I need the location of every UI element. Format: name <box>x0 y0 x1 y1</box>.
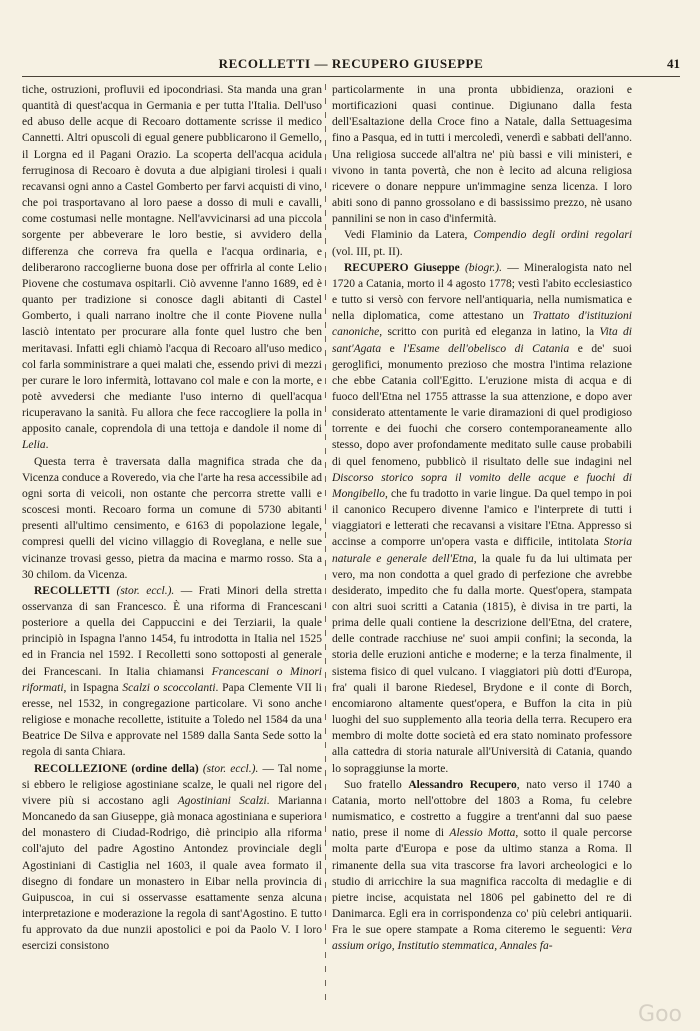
entry-recupero-giuseppe <box>332 260 632 777</box>
entry-text: , scritto con purità ed eleganza in latino, la <box>379 326 595 339</box>
italic-term: Lelia <box>22 439 46 452</box>
running-title: RECOLLETTI — RECUPERO GIUSEPPE <box>218 56 484 71</box>
entry-text: , sotto il quale percorse molta parte d'Europa e pose da ultimo stanza a Roma. Il rimanente della sua vita trascorse fra lavori archeologici e lo studio di arricchire la sua magnifica raccolta di medaglie e di pietre incise, acquistata nel 1806 pel gabinetto del re di Danimarca. Egli era in corrispondenza co' più celebri antiquarii. Fra le sue opere stampate a Roma citeremo le seguenti: <box>332 827 632 937</box>
entry-headword: RECOLLEZIONE (ordine della) <box>34 762 199 775</box>
italic-term: Francescani o Minori riformati <box>22 665 323 694</box>
entry-text: , nato verso il 1740 a Catania, morto nell'ottobre del 1803 a Roma, fu celebre numismatico, e costretto a fuggire a trent'anni dal suo paese natio, prese il nome di <box>332 778 632 840</box>
italic-title: Vita di sant'Agata <box>332 326 632 355</box>
paragraph-recollezione-continued: particolarmente in una pronta ubbidienza, orazioni e mortificazioni quasi continue. Digiunano dalla festa dell'Esaltazione della Croce fino a Natale, dalla Settuagesima fino a Pasqua, ed in tutti i mercoledì, venerdì e sabbati dell'anno. Una religiosa succede all'altra ne' più bassi e vili ministeri, e vivono in tanta povertà, che non è lecito ad alcuna religiosa ricevere o donare neppure un'immagine senza licenza. I loro abiti sono di panno grossolano e di bassissimo prezzo, nè usano pannilini se non in caso d'infermità. <box>332 84 632 226</box>
reference-text: (vol. III, pt. II). <box>332 245 403 258</box>
page-number: 41 <box>667 56 680 71</box>
left-column <box>22 82 322 954</box>
paragraph-alessandro-recupero <box>332 777 632 955</box>
entry-headword: Alessandro Recupero <box>408 778 517 791</box>
entry-text: . Papa Clemente VII li eresse, nel 1532, in congregazione particolare. Vi sono anche religiose e monache recollette, istituite a Toledo nel 1584 da una Beatrice De Silva e approvate nel 1589 dalla Santa Sede sotto la regola di santa Chiara. <box>22 681 323 759</box>
italic-title: Vera assium origo, Institutio stemmatica, Annales fa- <box>332 924 632 953</box>
header-rule <box>22 76 680 77</box>
italic-term: Scalzi o scoccolanti <box>122 681 216 694</box>
paragraph-text: tiche, ostruzioni, profluvii ed ipocondriasi. Sta manda una gran quantità di quest'acqua in Germania e per tutta l'Italia. Dell'uso ed abuso delle acque di Recoaro dottamente scrisse il medico Cannetti. Altri opuscoli di egual genere pubblicarono il Gemello, il Lorgna ed il Pagani Orazio. La scoperta dell'acqua acidula ferruginosa di Recoaro è dovuta a due alpigiani tirolesi i quali recavansi ogni anno a Castel Gomberto per farvi acquisti di vino, che poi trasportavano al loro paese a dosso di muli e cavalli, come costumasi nelle montagne. Nell'avvicinarsi ad una piccola sorgente per abbeverare le loro bestie, si avvidero della differenza che correva fra quella e l'acqua ordinaria, e deliberarono raccoglierne buona dose per offrirla al conte Lelio Piovene che costumava ospitarli. Ciò avvenne l'anno 1689, ed è quanto per tradizione si conosce dagli abitanti di Castel Gomberto, i quali narrano inoltre che il conte Piovene nulla lasciò intentato per procurare alla fonte quel lustro che ben meritavasi. Infatti egli chiamò l'acqua di Recoaro all'uso medico col farla somministrare a quei malati che, essendo privi di mezzi per curare le loro infermità, lottavano col male e con la morte, e potè avvedersi che mediante l'uso interno di quell'acqua ricuperavano la sanità. Fu allora che fece raccogliere la polla in apposito canale, coprendola di una tettoja e dandole il nome di <box>22 84 322 436</box>
entry-recollezione <box>22 761 322 955</box>
running-header <box>22 52 680 74</box>
column-divider <box>325 84 326 1004</box>
italic-title: l'Esame dell'obelisco di Catania <box>403 342 570 355</box>
right-column <box>332 82 632 954</box>
paragraph-recoaro-geography: Questa terra è traversata dalla magnifica strada che da Vicenza conduce a Roveredo, via che l'arte ha resa accessibile ad ogni sorta di veicoli, non ostante che percorra strette valli e scoscesi monti. Recoaro forma un comune di 5730 abitanti presenti all'ultimo censimento, e 6163 di popolazione legale, compresi quelli del vicino villaggio di Roveglana, e nelle sue vicinanze trovasi gesso, pietra da macina e marmo rosso. Sta a 30 chilom. da Vicenza. <box>22 455 322 581</box>
entry-text: , che fu tradotto in varie lingue. Da quel tempo in poi il canonico Recupero divenne l'amico e l'interprete di tutti i viaggiatori e letterati che recavansi a visitare l'Etna. Appresso si accinse a comporre un'opera vasta e difficile, intitolata <box>332 487 632 549</box>
entry-tag: (stor. eccl.). <box>116 584 175 597</box>
entry-headword: RECUPERO Giuseppe <box>344 261 460 274</box>
paragraph-reference <box>332 227 632 259</box>
reference-text: Vedi Flaminio da Latera, <box>344 229 468 242</box>
watermark: Goo <box>638 1002 682 1027</box>
entry-tag: (stor. eccl.). <box>202 762 259 775</box>
entry-text: — Tal nome si ebbero le religiose agostiniane scalze, le quali nel rigore del vivere più si accostano agli <box>22 762 322 807</box>
paragraph-recoaro-continued: tiche, ostruzioni, profluvii ed ipocondriasi. Sta manda una gran quantità di quest'acqua in Germania e per tutta l'Italia. Dell'uso ed abuso delle acque di Recoaro dottamente scrisse il medico Cannetti. Altri opuscoli di egual genere pubblicarono il Gemello, il Lorgna ed il Pagani Orazio. La scoperta dell'acqua acidula ferruginosa di Recoaro è dovuta a due alpigiani tirolesi i quali recavansi ogni anno a Castel Gomberto per farvi acquisti di vino, che poi trasportavano al loro paese a dosso di muli e cavalli, come costumasi nelle montagne. Nell'avvicinarsi ad una piccola sorgente per abbeverare le loro bestie, si avvidero della differenza che correva fra quella e l'acqua ordinaria, e deliberarono raccoglierne buona dose per offrirla al conte Lelio Piovene che costumava ospitarli. Ciò avvenne l'anno 1689, ed è quanto per tradizione si conosce dagli abitanti di Castel Gomberto, i quali narrano inoltre che il conte Piovene nulla lasciò intentato per procurare alla fonte quel lustro che ben meritavasi. Infatti egli chiamò l'acqua di Recoaro all'uso medico col farla somministrare a quei malati che, essendo privi di mezzi per curare le loro infermità, lottavano col male e con la morte, e potè avvedersi che mediante l'uso interno di quell'acqua ricuperavano la sanità. Fu allora che fece raccogliere la polla in apposito canale, coprendola di una tettoja e dandole il nome di Lelia. <box>22 84 322 452</box>
italic-name: Alessio Motta <box>449 827 516 840</box>
entry-text: . Marianna Moncanedo da san Giuseppe, già monaca agostiniana e superiora del monastero di Ciudad-Rodrigo, diè principio alla riforma coll'ajuto del padre Agostino Antondez provinciale degli Agostiniani di Castiglia nel 1603, il quale avea formato il disegno di fondare un monastero in Eibar nella provincia di Guipuscoa, in cui si osservasse esattamente senza alcuna interpretazione e moderazione la regola di sant'Agostino. E tutto fu approvato da due nunzii apostolici e poi da Paolo V. I loro esercizi consistono <box>22 794 323 953</box>
italic-term: Agostiniani Scalzi <box>177 794 267 807</box>
entry-text: e <box>389 342 395 355</box>
entry-text: , la quale fu da lui ultimata per vero, ma non condotta a quel grado di perfezione che avrebbe desiderato, impedito che fu dalla morte. Quest'opera, stampata con altri suoi scritti a Catania (1815), è divisa in tre parti, la prima delle quali contiene la descrizione dell'Etna, del cratere, delle contrade racchiuse ne' suoi ampii confini; la seconda, la storia delle eruzioni antiche e moderne; e la terza finalmente, il sistema fisico di quel vulcano. I viaggiatori più dotti d'Europa, fra' quali il barone Riedesel, Brydone e il conte di Borch, encomiarono altamente quest'opera, e Buffon la cita in più luoghi del suo supplemento alla teoria della terra. Recupero era membro di molte dotte società ed era stato nominato professore alla cattedra di storia naturale all'Università di Catania, quando lo sopraggiunse la morte. <box>332 552 632 775</box>
entry-text: — Frati Minori della stretta osservanza di san Francesco. È una riforma di Francescani posteriore a quella dei Cappuccini e dei Terziarii, la quale principiò in Ispagna l'anno 1454, fu introdotta in Italia nel 1525 ed in Francia nel 1592. I Recolletti sono sottoposti al generale dei Francescani. In Italia chiamansi <box>22 584 322 678</box>
entry-headword: RECOLLETTI <box>34 584 111 597</box>
entry-text: — Mineralogista nato nel 1720 a Catania, morto il 4 agosto 1778; vestì l'abito ecclesiastico e tutto si versò con fervore nell'antiquaria, nella numismatica e nella diplomatica, come attestano un <box>332 261 633 323</box>
entry-tag: (biogr.). <box>464 261 502 274</box>
entry-text: Suo fratello <box>344 778 402 791</box>
italic-title: Compendio degli ordini regolari <box>473 229 633 242</box>
entry-text: , in Ispagna <box>63 681 119 694</box>
italic-title: Discorso storico sopra il vomito delle acque e fuochi di Mongibello <box>332 471 632 500</box>
entry-text: e de' suoi geroglifici, monumento prezioso che mostra l'intima relazione che ebbe Catania coll'Egitto. L'eruzione mista di acqua e di fuoco dell'Etna nel 1755 attrasse la sua attenzione, e dopo aver considerato attentamente le varie diramazioni di quel prodigioso torrente e dei fuochi che corsero contemporaneamente allo stesso, dopo aver profondamente meditato sulle cause probabili di quel fenomeno, pubblicò il risultato delle sue indagini nel <box>332 342 633 468</box>
italic-title: Trattato d'istituzioni canoniche <box>332 310 633 339</box>
italic-title: Storia naturale e generale dell'Etna <box>332 536 633 565</box>
entry-recolletti <box>22 583 322 761</box>
